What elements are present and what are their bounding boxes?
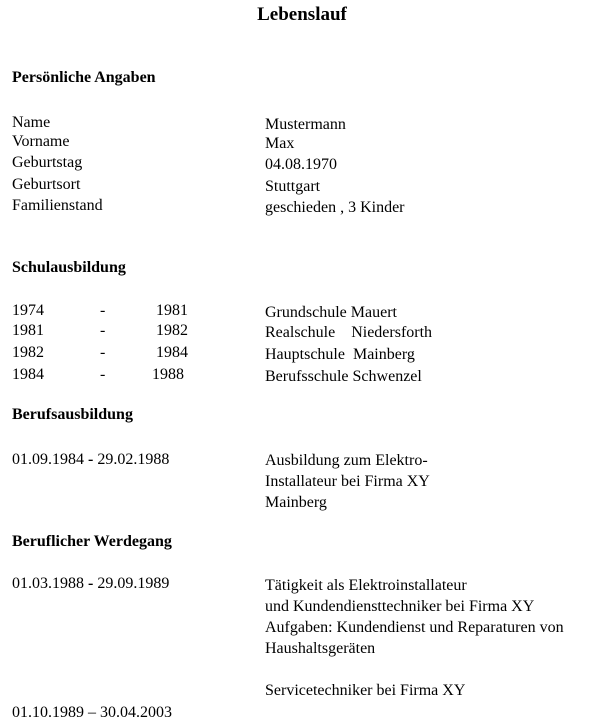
school-row-dash: - <box>100 366 106 383</box>
personal-label-familienstand: Familienstand <box>12 197 103 214</box>
training-line: Installateur bei Firma XY <box>265 473 430 490</box>
training-line: Mainberg <box>265 494 327 511</box>
career-period-start: 01.03.1988 <box>12 575 84 592</box>
career-line: Aufgaben: Kundendienst und Reparaturen von <box>265 619 564 636</box>
personal-heading: Persönliche Angaben <box>12 69 156 86</box>
training-period <box>12 449 169 470</box>
school-heading: Schulausbildung <box>12 259 126 276</box>
personal-value-geburtstag: 04.08.1970 <box>265 156 337 173</box>
school-row-dash: - <box>100 302 106 319</box>
training-line: Ausbildung zum Elektro- <box>265 452 428 469</box>
school-row-dash: - <box>100 322 106 339</box>
career-heading: Beruflicher Werdegang <box>12 533 172 550</box>
career-period-separator: - <box>84 575 98 592</box>
school-row-from: 1982 <box>12 344 44 361</box>
school-row-from: 1981 <box>12 322 44 339</box>
personal-value-vorname: Max <box>265 135 295 152</box>
school-row-from: 1974 <box>12 302 44 319</box>
personal-value-name: Mustermann <box>265 116 346 133</box>
school-row-to: 1981 <box>156 302 188 319</box>
school-row-to: 1982 <box>156 322 188 339</box>
career-period-end: 29.09.1989 <box>97 575 170 592</box>
career-line: und Kundendiensttechniker bei Firma XY <box>265 598 535 615</box>
training-period-end: 29.02.1988 <box>97 451 170 468</box>
training-period-separator: - <box>84 451 98 468</box>
personal-label-geburtstag: Geburtstag <box>12 154 83 171</box>
school-row-from: 1984 <box>12 366 44 383</box>
career-period: 01.10.1989 – 30.04.2003 <box>12 704 172 721</box>
training-heading: Berufsausbildung <box>12 406 133 423</box>
training-period-start: 01.09.1984 <box>12 451 84 468</box>
school-row-name: Berufsschule Schwenzel <box>265 368 422 385</box>
school-row-to: 1984 <box>156 344 188 361</box>
school-row-name: Hauptschule Mainberg <box>265 346 415 363</box>
school-row-dash: - <box>100 344 106 361</box>
career-line: Haushaltsgeräten <box>265 640 376 657</box>
career-line: Tätigkeit als Elektroinstallateur <box>265 577 467 594</box>
school-row-to: 1988 <box>152 366 184 383</box>
personal-label-vorname: Vorname <box>12 133 70 150</box>
personal-label-geburtsort: Geburtsort <box>12 176 81 193</box>
career-line: Servicetechniker bei Firma XY <box>265 682 466 699</box>
career-period <box>12 573 169 594</box>
document-title: Lebenslauf <box>257 4 347 25</box>
school-row-name: Realschule Niedersforth <box>265 324 433 341</box>
school-row-name: Grundschule Mauert <box>265 304 397 321</box>
personal-value-geburtsort: Stuttgart <box>265 178 321 195</box>
personal-value-familienstand: geschieden , 3 Kinder <box>265 199 405 216</box>
personal-label-name: Name <box>12 114 51 131</box>
